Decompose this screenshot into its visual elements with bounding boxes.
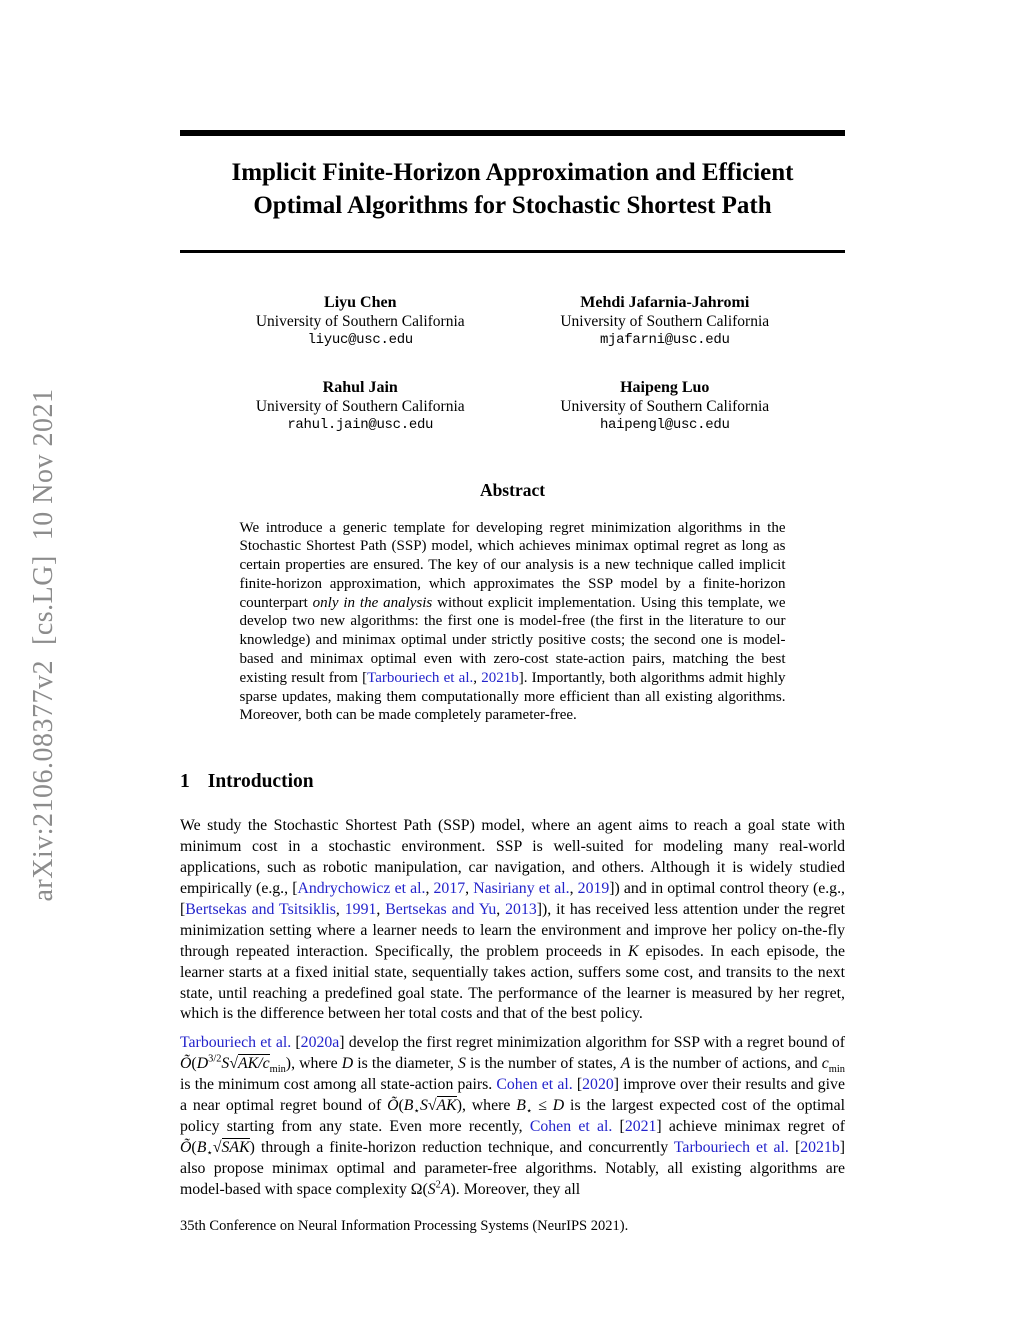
conference-footnote: 35th Conference on Neural Information Processing Systems (NeurIPS 2021). xyxy=(180,1218,629,1234)
citation-link[interactable]: 2013 xyxy=(505,900,537,918)
text-segment: ⋆ xyxy=(206,1148,213,1160)
citation-link[interactable]: 2020 xyxy=(582,1076,614,1094)
section-number: 1 xyxy=(180,771,190,793)
author-card xyxy=(513,378,818,435)
abstract-text xyxy=(240,519,786,726)
text-segment: is the largest expected cost of the optimal policy starting from any state. Even more recently, xyxy=(180,1097,845,1135)
text-segment: S xyxy=(419,1097,428,1115)
paper-body xyxy=(180,0,845,1201)
text-segment: , xyxy=(465,879,474,897)
text-segment: ]. Importantly, both algorithms admit highly sparse updates, making them computationally more efficient than all existing algorithms. Moreover, both can be made completely parameter-free. xyxy=(239,669,786,724)
text-segment: ( xyxy=(398,1097,404,1115)
text-segment: √ xyxy=(229,1055,238,1073)
intro-paragraph-2 xyxy=(180,1033,845,1200)
text-segment: √ xyxy=(427,1097,437,1115)
text-segment: ]), it has received less attention under the regret minimization setting where a learner needs to learn the environment and improve her policy on-the-fly through repeated interaction. Specifically, the problem proceeds in xyxy=(180,900,845,960)
citation-link[interactable]: 2020a xyxy=(300,1034,340,1052)
text-segment: episodes. In each episode, the learner starts at a fixed initial state, sequentially takes action, suffers some cost, and transits to the next state, until reaching a predefined goal state. The performance of the learner is measured by her regret, which is the difference between her total costs and that of the best policy. xyxy=(180,942,845,1023)
text-segment: min xyxy=(828,1064,845,1076)
citation-link[interactable]: 2021b xyxy=(800,1138,840,1156)
author-affiliation: University of Southern California xyxy=(560,397,770,415)
text-segment: c xyxy=(821,1055,829,1073)
text-segment: ≤ xyxy=(532,1097,553,1115)
text-segment: B xyxy=(516,1097,526,1115)
author-email: haipengl@usc.edu xyxy=(599,416,730,433)
authors-grid xyxy=(180,293,845,435)
text-segment: ) xyxy=(450,1180,456,1198)
text-segment: S xyxy=(221,1055,230,1073)
author-affiliation: University of Southern California xyxy=(560,312,770,330)
text-segment: . Moreover, they all xyxy=(455,1180,581,1198)
text-segment: is the number of actions, and xyxy=(630,1055,822,1073)
author-email: rahul.jain@usc.edu xyxy=(287,416,434,433)
citation-link[interactable]: 2021b xyxy=(481,669,519,686)
text-segment: ] achieve minimax regret of xyxy=(656,1117,845,1135)
text-segment: , where xyxy=(291,1055,342,1073)
text-segment: is the minimum cost among all state-action pairs. xyxy=(180,1076,497,1094)
author-card xyxy=(513,293,818,350)
text-segment: ( xyxy=(191,1055,197,1073)
text-segment: B xyxy=(196,1138,207,1156)
text-segment: Õ xyxy=(180,1138,192,1156)
section-title: Introduction xyxy=(207,771,314,793)
text-segment: AK/c xyxy=(238,1055,270,1073)
text-segment: min xyxy=(269,1064,286,1076)
section-1-heading xyxy=(180,771,845,793)
text-segment: , xyxy=(473,669,482,686)
paper-title-line1: Implicit Finite-Horizon Approximation and Efficient xyxy=(231,159,794,186)
text-segment: We introduce a generic template for developing regret minimization algorithms in the Stochastic Shortest Path (SSP) model, which achieves minimax optimal regret as long as certain properties are ensured. The key of our analysis is a new technique called implicit finite-horizon approximation, which approximates the SSP model by a finite-horizon counterpart xyxy=(239,519,786,611)
text-segment: S xyxy=(457,1055,466,1073)
text-segment: K xyxy=(628,942,639,960)
citation-link[interactable]: Tarbouriech et al. xyxy=(673,1138,789,1156)
text-segment: D xyxy=(341,1055,354,1073)
text-segment: only in the analysis xyxy=(312,594,433,611)
citation-link[interactable]: 2019 xyxy=(577,879,610,897)
text-segment: B xyxy=(403,1097,414,1115)
citation-link[interactable]: Andrychowicz et al. xyxy=(297,879,426,897)
citation-link[interactable]: Bertsekas and Tsitsiklis xyxy=(185,900,336,918)
text-segment: √ xyxy=(212,1138,222,1156)
arxiv-banner-text: arXiv:2106.08377v2 [cs.LG] 10 Nov 2021 xyxy=(28,388,59,902)
author-name: Mehdi Jafarnia-Jahromi xyxy=(580,293,750,311)
author-name: Liyu Chen xyxy=(324,293,397,311)
author-email: liyuc@usc.edu xyxy=(307,331,413,348)
author-card xyxy=(208,293,513,350)
text-segment: ) xyxy=(249,1138,255,1156)
citation-link[interactable]: 2021 xyxy=(624,1117,657,1135)
citation-link[interactable]: Cohen et al. xyxy=(529,1117,613,1135)
text-segment: , xyxy=(569,879,578,897)
text-segment: is the number of states, xyxy=(465,1055,621,1073)
text-segment: [ xyxy=(612,1117,625,1135)
intro-paragraph-1 xyxy=(180,816,845,1025)
text-segment: is the diameter, xyxy=(353,1055,458,1073)
text-segment: ( xyxy=(422,1180,428,1198)
title-rule-bottom xyxy=(180,250,845,253)
text-segment: ( xyxy=(191,1138,197,1156)
text-segment: , where xyxy=(461,1097,517,1115)
abstract-heading: Abstract xyxy=(479,479,546,500)
text-segment: ) xyxy=(285,1055,292,1073)
text-segment: ] improve over their results and give a near optimal regret bound of xyxy=(180,1076,845,1115)
text-segment: We study the Stochastic Shortest Path (SSP) model, where an agent aims to reach a goal state with minimum cost in a stochastic environment. SSP is well-suited for modeling many real-world applications, such as robotic manipulation, car navigation, and others. Although it is widely studied empirically (e.g., [ xyxy=(180,817,845,897)
citation-link[interactable]: Tarbouriech et al. xyxy=(367,669,474,686)
text-segment: ]) and in optimal control theory (e.g., [ xyxy=(180,879,845,918)
text-segment: D xyxy=(552,1097,565,1115)
text-segment: ) xyxy=(456,1097,462,1115)
author-name: Rahul Jain xyxy=(322,378,398,396)
text-segment: S xyxy=(427,1180,436,1198)
text-segment: [ xyxy=(788,1138,801,1156)
text-segment: without explicit implementation. Using this template, we develop two new algorithms: the first one is model-free (the first in the literature to our knowledge) and minimax optimal under strictly positive costs; the second one is model-based and minimax optimal even with zero-cost state-action pairs, matching the best existing result from [ xyxy=(239,594,786,686)
text-segment: Ω xyxy=(410,1180,423,1198)
citation-link[interactable]: 2017 xyxy=(433,879,466,897)
text-segment: SAK xyxy=(221,1138,250,1156)
text-segment: ] develop the first regret minimization algorithm for SSP with a regret bound of xyxy=(339,1034,845,1052)
paper-title xyxy=(180,156,845,222)
text-segment: Õ xyxy=(387,1097,399,1115)
text-segment: AK xyxy=(436,1097,457,1115)
author-email: mjafarni@usc.edu xyxy=(599,331,730,348)
text-segment: ⋆ xyxy=(525,1106,533,1118)
author-name: Haipeng Luo xyxy=(620,378,710,396)
author-affiliation: University of Southern California xyxy=(255,397,465,415)
text-segment: [ xyxy=(572,1076,583,1094)
citation-link[interactable]: Bertsekas and Yu xyxy=(385,900,497,918)
text-segment: 2 xyxy=(435,1179,441,1191)
text-segment: D xyxy=(196,1055,209,1073)
text-segment: [ xyxy=(291,1034,301,1052)
text-segment: , xyxy=(496,900,506,918)
title-rule-top xyxy=(180,130,845,136)
text-segment: ] also propose minimax optimal and parameter-free algorithms. Notably, all existing algorithms are model-based with space complexity xyxy=(180,1138,845,1198)
text-segment: , xyxy=(335,900,345,918)
citation-link[interactable]: Nasiriany et al. xyxy=(473,879,570,897)
text-segment: 3/2 xyxy=(208,1053,222,1065)
text-segment: ⋆ xyxy=(413,1106,420,1118)
text-segment: A xyxy=(620,1055,631,1073)
text-segment: , xyxy=(376,900,386,918)
text-segment: , xyxy=(425,879,434,897)
author-affiliation: University of Southern California xyxy=(255,312,465,330)
text-segment: A xyxy=(440,1180,451,1198)
citation-link[interactable]: Cohen et al. xyxy=(496,1076,573,1094)
text-segment: through a finite-horizon reduction technique, and concurrently xyxy=(254,1138,674,1156)
citation-link[interactable]: 1991 xyxy=(344,900,377,918)
paper-title-line2: Optimal Algorithms for Stochastic Shortest Path xyxy=(253,192,772,219)
citation-link[interactable]: Tarbouriech et al. xyxy=(180,1034,292,1052)
author-card xyxy=(208,378,513,435)
text-segment: Õ xyxy=(180,1055,192,1073)
